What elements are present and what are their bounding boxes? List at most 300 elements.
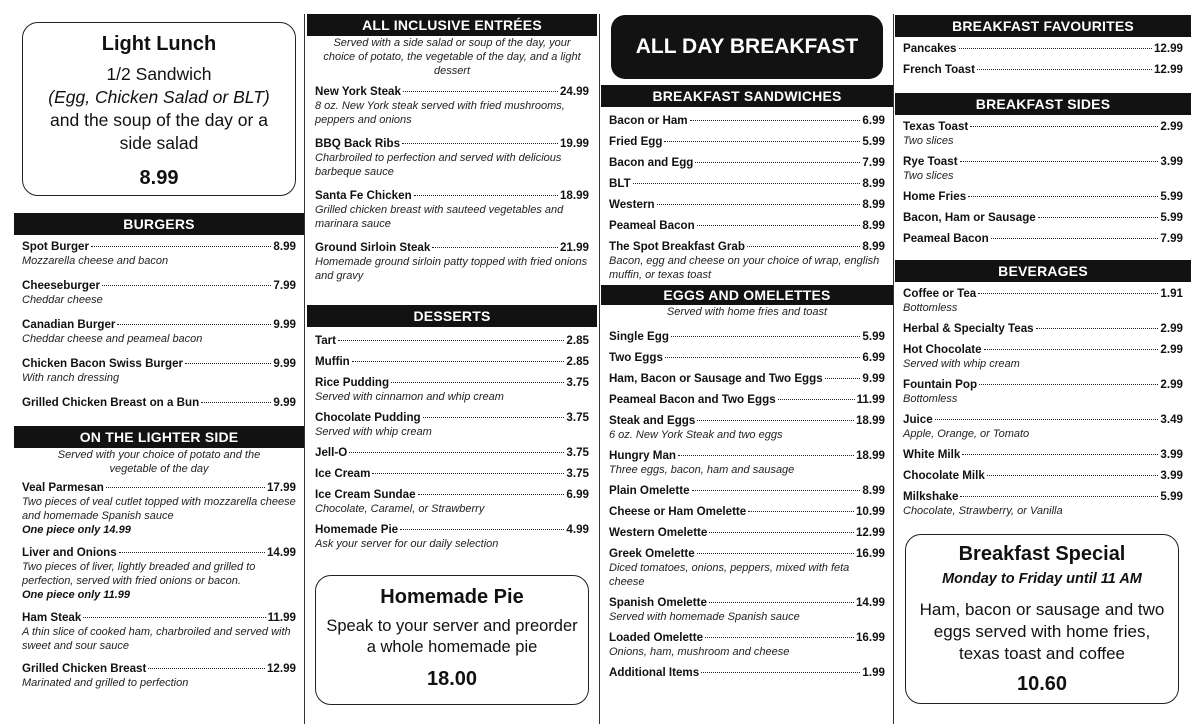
- menu-item-price: 7.99: [862, 156, 885, 169]
- desserts-banner: DESSERTS: [307, 305, 597, 327]
- entrees-section: [307, 14, 597, 283]
- menu-item-name: Additional Items: [609, 666, 700, 679]
- menu-item: [609, 218, 885, 233]
- dot-leader: [633, 183, 861, 184]
- dot-leader: [960, 161, 1159, 162]
- menu-item-description: Three eggs, bacon, ham and sausage: [609, 464, 795, 476]
- dot-leader: [657, 204, 861, 205]
- desserts-section: [307, 305, 597, 551]
- menu-item-row: [903, 210, 1183, 225]
- menu-item-price: 18.99: [855, 414, 885, 427]
- dot-leader: [423, 417, 565, 418]
- menu-item-price: 17.99: [266, 481, 296, 494]
- menu-item-price: 8.99: [862, 198, 885, 211]
- beverages-banner: BEVERAGES: [895, 260, 1191, 282]
- dot-leader: [692, 490, 861, 491]
- menu-item: [315, 445, 589, 460]
- lighter-subtitle: Served with your choice of potato and the vegetable of the day: [57, 449, 261, 475]
- dot-leader: [960, 496, 1158, 497]
- menu-item-price: 24.99: [559, 85, 589, 98]
- favourites-section: [895, 15, 1191, 77]
- menu-item-price: 3.75: [566, 376, 589, 389]
- entrees-banner: ALL INCLUSIVE ENTRÉES: [307, 14, 597, 36]
- menu-item-name: Ham, Bacon or Sausage and Two Eggs: [609, 372, 823, 385]
- menu-item-price: 2.99: [1160, 322, 1183, 335]
- menu-item-price: 14.99: [855, 596, 885, 609]
- eggs-banner: EGGS AND OMELETTES: [601, 285, 893, 305]
- menu-item-description: Bottomless: [903, 302, 958, 314]
- menu-item-price: 12.99: [855, 526, 885, 539]
- dot-leader: [690, 120, 861, 121]
- menu-item-name: Rye Toast: [903, 155, 958, 168]
- menu-item-price: 3.99: [1160, 155, 1183, 168]
- menu-item-price: 10.99: [855, 505, 885, 518]
- menu-item-name: Two Eggs: [609, 351, 663, 364]
- menu-item: [609, 239, 885, 282]
- menu-item: [315, 487, 589, 516]
- pie-box-price: 18.00: [426, 668, 478, 690]
- menu-item-description: Bottomless: [903, 393, 958, 405]
- menu-item-row: [22, 545, 296, 560]
- menu-item-price: 8.99: [862, 177, 885, 190]
- menu-item: [903, 468, 1183, 483]
- light-lunch-line1: 1/2 Sandwich: [106, 64, 212, 84]
- menu-item-price: 6.99: [862, 114, 885, 127]
- column-divider: [893, 14, 894, 724]
- menu-item-price: 5.99: [1160, 211, 1183, 224]
- menu-item: [315, 354, 589, 369]
- menu-item: [609, 197, 885, 212]
- burgers-section: [14, 213, 304, 410]
- menu-item-price: 9.99: [862, 372, 885, 385]
- menu-item-name: Steak and Eggs: [609, 414, 696, 427]
- menu-item-price: 14.99: [266, 546, 296, 559]
- menu-item-name: Canadian Burger: [22, 318, 116, 331]
- menu-item: [315, 240, 589, 283]
- menu-item: [22, 610, 296, 653]
- menu-item-description: Two pieces of veal cutlet topped with mozzarella cheese and homemade Spanish sauce: [22, 496, 296, 522]
- menu-item-description: Diced tomatoes, onions, peppers, mixed with feta cheese: [609, 562, 850, 588]
- menu-item-row: [609, 483, 885, 498]
- menu-item-price: 7.99: [1160, 232, 1183, 245]
- dot-leader: [1038, 217, 1159, 218]
- menu-item: [903, 41, 1183, 56]
- menu-item: [903, 412, 1183, 441]
- menu-item-row: [315, 487, 589, 502]
- menu-item: [315, 466, 589, 481]
- menu-item-description: Cheddar cheese: [22, 294, 103, 306]
- favourites-banner: BREAKFAST FAVOURITES: [895, 15, 1191, 37]
- homemade-pie-box: [315, 575, 589, 705]
- menu-item: [903, 154, 1183, 183]
- menu-item-row: [903, 447, 1183, 462]
- menu-item: [22, 317, 296, 346]
- menu-item-price: 8.99: [273, 240, 296, 253]
- dot-leader: [665, 357, 861, 358]
- dot-leader: [709, 602, 854, 603]
- favourites-list: [895, 41, 1191, 77]
- menu-item: [903, 119, 1183, 148]
- menu-item: [609, 630, 885, 659]
- menu-item-price: 3.75: [566, 467, 589, 480]
- menu-item-price: 3.99: [1160, 469, 1183, 482]
- menu-item-name: Muffin: [315, 355, 350, 368]
- menu-item-name: White Milk: [903, 448, 961, 461]
- dot-leader: [970, 126, 1158, 127]
- dot-leader: [747, 246, 860, 247]
- dot-leader: [201, 402, 271, 403]
- menu-item-description: Grilled chicken breast with sauteed vegetables and marinara sauce: [315, 204, 564, 230]
- menu-item-name: Cheeseburger: [22, 279, 100, 292]
- menu-item: [315, 333, 589, 348]
- dot-leader: [977, 69, 1152, 70]
- light-lunch-title: Light Lunch: [101, 33, 217, 55]
- menu-item-price: 5.99: [862, 135, 885, 148]
- menu-item: [22, 356, 296, 385]
- menu-item-description: Chocolate, Strawberry, or Vanilla: [903, 505, 1063, 517]
- menu-item-price: 8.99: [862, 219, 885, 232]
- beverages-list: [895, 286, 1191, 518]
- menu-item-price: 11.99: [267, 611, 296, 624]
- dot-leader: [432, 247, 558, 248]
- dot-leader: [697, 553, 854, 554]
- menu-item-name: Santa Fe Chicken: [315, 189, 412, 202]
- menu-item: [609, 665, 885, 680]
- menu-item-row: [609, 134, 885, 149]
- menu-item-name: Peameal Bacon: [609, 219, 695, 232]
- menu-item-row: [609, 630, 885, 645]
- menu-item-price: 6.99: [862, 351, 885, 364]
- menu-item-name: New York Steak: [315, 85, 401, 98]
- menu-item-row: [903, 41, 1183, 56]
- menu-item-row: [609, 595, 885, 610]
- menu-item-name: Ham Steak: [22, 611, 82, 624]
- menu-item-row: [609, 392, 885, 407]
- menu-item-name: Rice Pudding: [315, 376, 390, 389]
- menu-item-price: 19.99: [559, 137, 589, 150]
- menu-item-name: BLT: [609, 177, 631, 190]
- menu-item-note: One piece only 11.99: [22, 589, 131, 601]
- dot-leader: [697, 225, 861, 226]
- dot-leader: [991, 238, 1159, 239]
- menu-item-row: [609, 197, 885, 212]
- desserts-list: [307, 333, 597, 551]
- dot-leader: [987, 475, 1159, 476]
- menu-item-price: 18.99: [855, 449, 885, 462]
- menu-item: [609, 595, 885, 624]
- menu-item-name: BBQ Back Ribs: [315, 137, 401, 150]
- menu-item: [609, 371, 885, 386]
- menu-item-description: Served with whip cream: [315, 426, 432, 438]
- sides-banner: BREAKFAST SIDES: [895, 93, 1191, 115]
- menu-item-row: [315, 188, 589, 203]
- menu-item-price: 9.99: [273, 357, 296, 370]
- dot-leader: [935, 419, 1159, 420]
- menu-item-row: [903, 62, 1183, 77]
- dot-leader: [372, 473, 564, 474]
- menu-item-row: [315, 333, 589, 348]
- light-lunch-line3: and the soup of the day or a side salad: [50, 110, 268, 153]
- dot-leader: [748, 511, 854, 512]
- menu-item-name: Fountain Pop: [903, 378, 978, 391]
- menu-item-name: Coffee or Tea: [903, 287, 977, 300]
- dot-leader: [338, 340, 564, 341]
- menu-item-name: Peameal Bacon: [903, 232, 989, 245]
- menu-item-price: 3.75: [566, 411, 589, 424]
- menu-item-row: [315, 354, 589, 369]
- menu-item-price: 2.99: [1160, 343, 1183, 356]
- menu-item-description: 6 oz. New York Steak and two eggs: [609, 429, 783, 441]
- menu-item-price: 9.99: [273, 318, 296, 331]
- menu-item-row: [315, 240, 589, 255]
- dot-leader: [102, 285, 271, 286]
- dot-leader: [664, 141, 860, 142]
- menu-item-description: Mozzarella cheese and bacon: [22, 255, 169, 267]
- menu-item-name: Hot Chocolate: [903, 343, 982, 356]
- dot-leader: [391, 382, 564, 383]
- eggs-list: [601, 329, 893, 680]
- menu-item: [903, 489, 1183, 518]
- menu-item-row: [903, 231, 1183, 246]
- lighter-section: [14, 426, 304, 690]
- menu-item-name: Hungry Man: [609, 449, 676, 462]
- menu-item-row: [609, 413, 885, 428]
- menu-item-price: 12.99: [1153, 42, 1183, 55]
- dot-leader: [695, 162, 860, 163]
- menu-item-name: Herbal & Specialty Teas: [903, 322, 1034, 335]
- menu-item-price: 1.99: [862, 666, 885, 679]
- menu-item-name: Homemade Pie: [315, 523, 399, 536]
- menu-item: [609, 176, 885, 191]
- menu-item-price: 12.99: [1153, 63, 1183, 76]
- menu-item-row: [903, 154, 1183, 169]
- dot-leader: [778, 399, 855, 400]
- menu-item-row: [315, 522, 589, 537]
- menu-item-description: Ask your server for our daily selection: [315, 538, 499, 550]
- menu-item: [903, 342, 1183, 371]
- menu-item-name: Chocolate Pudding: [315, 411, 421, 424]
- pie-box-text: Speak to your server and preorder a whole homemade pie: [326, 617, 578, 656]
- menu-item-row: [22, 661, 296, 676]
- menu-item-description: Two slices: [903, 170, 954, 182]
- eggs-section: [601, 285, 893, 680]
- menu-item-description: 8 oz. New York steak served with fried mushrooms, peppers and onions: [315, 100, 565, 126]
- menu-item-row: [903, 286, 1183, 301]
- menu-item-price: 8.99: [862, 484, 885, 497]
- entrees-subtitle: Served with a side salad or soup of the day, your choice of potato, the vegetable of the day, and a light dessert: [323, 37, 581, 77]
- pie-box-title: Homemade Pie: [380, 586, 524, 608]
- burgers-banner: BURGERS: [14, 213, 304, 235]
- menu-item-row: [609, 113, 885, 128]
- menu-item-price: 4.99: [566, 523, 589, 536]
- dot-leader: [968, 196, 1158, 197]
- menu-item-price: 3.49: [1160, 413, 1183, 426]
- menu-item-description: Apple, Orange, or Tomato: [903, 428, 1030, 440]
- column-3: [601, 0, 893, 728]
- menu-item: [903, 189, 1183, 204]
- menu-item-row: [609, 525, 885, 540]
- menu-item-price: 5.99: [1160, 190, 1183, 203]
- dot-leader: [678, 455, 854, 456]
- menu-item-name: Ice Cream Sundae: [315, 488, 416, 501]
- menu-item-description: Homemade ground sirloin patty topped with fried onions and gravy: [315, 256, 588, 282]
- dot-leader: [352, 361, 565, 362]
- menu-item-name: Pancakes: [903, 42, 957, 55]
- menu-item-name: Jell-O: [315, 446, 348, 459]
- menu-item-row: [903, 342, 1183, 357]
- menu-item-row: [903, 189, 1183, 204]
- menu-item: [22, 239, 296, 268]
- menu-item-price: 9.99: [273, 396, 296, 409]
- menu-item-name: Ground Sirloin Steak: [315, 241, 431, 254]
- menu-item: [22, 661, 296, 690]
- menu-item: [609, 134, 885, 149]
- menu-item-row: [22, 278, 296, 293]
- menu-item-row: [609, 546, 885, 561]
- menu-item-name: Home Fries: [903, 190, 967, 203]
- dot-leader: [701, 672, 860, 673]
- lighter-list: [14, 480, 304, 690]
- menu-item-row: [903, 119, 1183, 134]
- breakfast-special-box: [905, 534, 1179, 704]
- entrees-list: [307, 84, 597, 283]
- menu-item-name: Fried Egg: [609, 135, 663, 148]
- menu-item-row: [609, 448, 885, 463]
- menu-item-description: Marinated and grilled to perfection: [22, 677, 189, 689]
- dot-leader: [709, 532, 854, 533]
- menu-item-description: Served with homemade Spanish sauce: [609, 611, 800, 623]
- menu-item-price: 2.99: [1160, 378, 1183, 391]
- menu-item-price: 21.99: [559, 241, 589, 254]
- menu-item-row: [609, 504, 885, 519]
- column-1: [14, 0, 304, 728]
- menu-item-name: Peameal Bacon and Two Eggs: [609, 393, 776, 406]
- menu-item-name: Grilled Chicken Breast: [22, 662, 147, 675]
- dot-leader: [185, 363, 271, 364]
- menu-item-name: Milkshake: [903, 490, 959, 503]
- special-title: Breakfast Special: [958, 543, 1126, 565]
- sandwiches-section: [601, 85, 893, 282]
- menu-item-name: Bacon or Ham: [609, 114, 688, 127]
- dot-leader: [418, 494, 565, 495]
- menu-item: [903, 286, 1183, 315]
- menu-item: [903, 231, 1183, 246]
- dot-leader: [671, 336, 861, 337]
- dot-leader: [978, 293, 1158, 294]
- dot-leader: [403, 91, 558, 92]
- lighter-banner: ON THE LIGHTER SIDE: [14, 426, 304, 448]
- menu-item-row: [315, 375, 589, 390]
- menu-item-name: Loaded Omelette: [609, 631, 704, 644]
- menu-item: [609, 155, 885, 170]
- sides-list: [895, 119, 1191, 246]
- light-lunch-line2: (Egg, Chicken Salad or BLT): [48, 87, 270, 107]
- menu-item-name: Cheese or Ham Omelette: [609, 505, 747, 518]
- menu-item-row: [22, 610, 296, 625]
- menu-item-price: 16.99: [855, 547, 885, 560]
- dot-leader: [402, 143, 558, 144]
- special-price: 10.60: [1016, 673, 1068, 695]
- menu-item: [609, 525, 885, 540]
- menu-item-name: Western Omelette: [609, 526, 708, 539]
- menu-item-row: [609, 239, 885, 254]
- column-4: [895, 0, 1191, 728]
- menu-item: [609, 413, 885, 442]
- menu-item-description: Charbroiled to perfection and served with delicious barbeque sauce: [315, 152, 562, 178]
- menu-item-name: Ice Cream: [315, 467, 371, 480]
- sandwiches-list: [601, 113, 893, 282]
- menu-item-description: Onions, ham, mushroom and cheese: [609, 646, 790, 658]
- menu-item-price: 5.99: [862, 330, 885, 343]
- menu-item-name: Spanish Omelette: [609, 596, 707, 609]
- menu-item-description: Cheddar cheese and peameal bacon: [22, 333, 203, 345]
- dot-leader: [117, 324, 271, 325]
- menu-item-name: Western: [609, 198, 655, 211]
- menu-item-price: 3.99: [1160, 448, 1183, 461]
- menu-item-name: Plain Omelette: [609, 484, 690, 497]
- menu-item-description: Served with cinnamon and whip cream: [315, 391, 504, 403]
- menu-item-name: Veal Parmesan: [22, 481, 104, 494]
- menu-item-name: Juice: [903, 413, 933, 426]
- menu-item-row: [609, 665, 885, 680]
- all-day-breakfast-banner: ALL DAY BREAKFAST: [611, 15, 883, 79]
- menu-item-price: 7.99: [273, 279, 296, 292]
- menu-item-note: One piece only 14.99: [22, 524, 131, 536]
- dot-leader: [984, 349, 1159, 350]
- menu-item-price: 12.99: [266, 662, 296, 675]
- menu-item-row: [903, 468, 1183, 483]
- menu-item-name: French Toast: [903, 63, 975, 76]
- dot-leader: [119, 552, 265, 553]
- menu-item-name: Tart: [315, 334, 337, 347]
- menu-item: [315, 410, 589, 439]
- menu-item-row: [903, 321, 1183, 336]
- menu-item-name: Chicken Bacon Swiss Burger: [22, 357, 184, 370]
- menu-item-row: [22, 317, 296, 332]
- light-lunch-box: [22, 22, 296, 196]
- menu-item: [315, 375, 589, 404]
- column-divider: [599, 14, 600, 724]
- menu-item-name: Texas Toast: [903, 120, 969, 133]
- menu-item-row: [315, 136, 589, 151]
- menu-item-row: [609, 329, 885, 344]
- dot-leader: [962, 454, 1158, 455]
- eggs-subtitle: Served with home fries and toast: [666, 306, 828, 318]
- menu-item: [903, 210, 1183, 225]
- menu-item-name: Bacon, Ham or Sausage: [903, 211, 1036, 224]
- menu-item-row: [609, 176, 885, 191]
- menu-item-price: 18.99: [559, 189, 589, 202]
- menu-item: [315, 84, 589, 127]
- dot-leader: [106, 487, 265, 488]
- menu-item: [903, 447, 1183, 462]
- menu-item-description: With ranch dressing: [22, 372, 120, 384]
- menu-item: [22, 480, 296, 537]
- menu-item: [609, 448, 885, 477]
- burgers-list: [14, 239, 304, 410]
- menu-item: [22, 395, 296, 410]
- menu-item-price: 2.85: [566, 355, 589, 368]
- menu-item-row: [903, 412, 1183, 427]
- menu-item-row: [609, 218, 885, 233]
- dot-leader: [959, 48, 1152, 49]
- menu-item-price: 2.85: [566, 334, 589, 347]
- dot-leader: [1036, 328, 1159, 329]
- dot-leader: [414, 195, 558, 196]
- menu-item-price: 6.99: [566, 488, 589, 501]
- menu-item: [609, 329, 885, 344]
- menu-item-name: The Spot Breakfast Grab: [609, 240, 745, 253]
